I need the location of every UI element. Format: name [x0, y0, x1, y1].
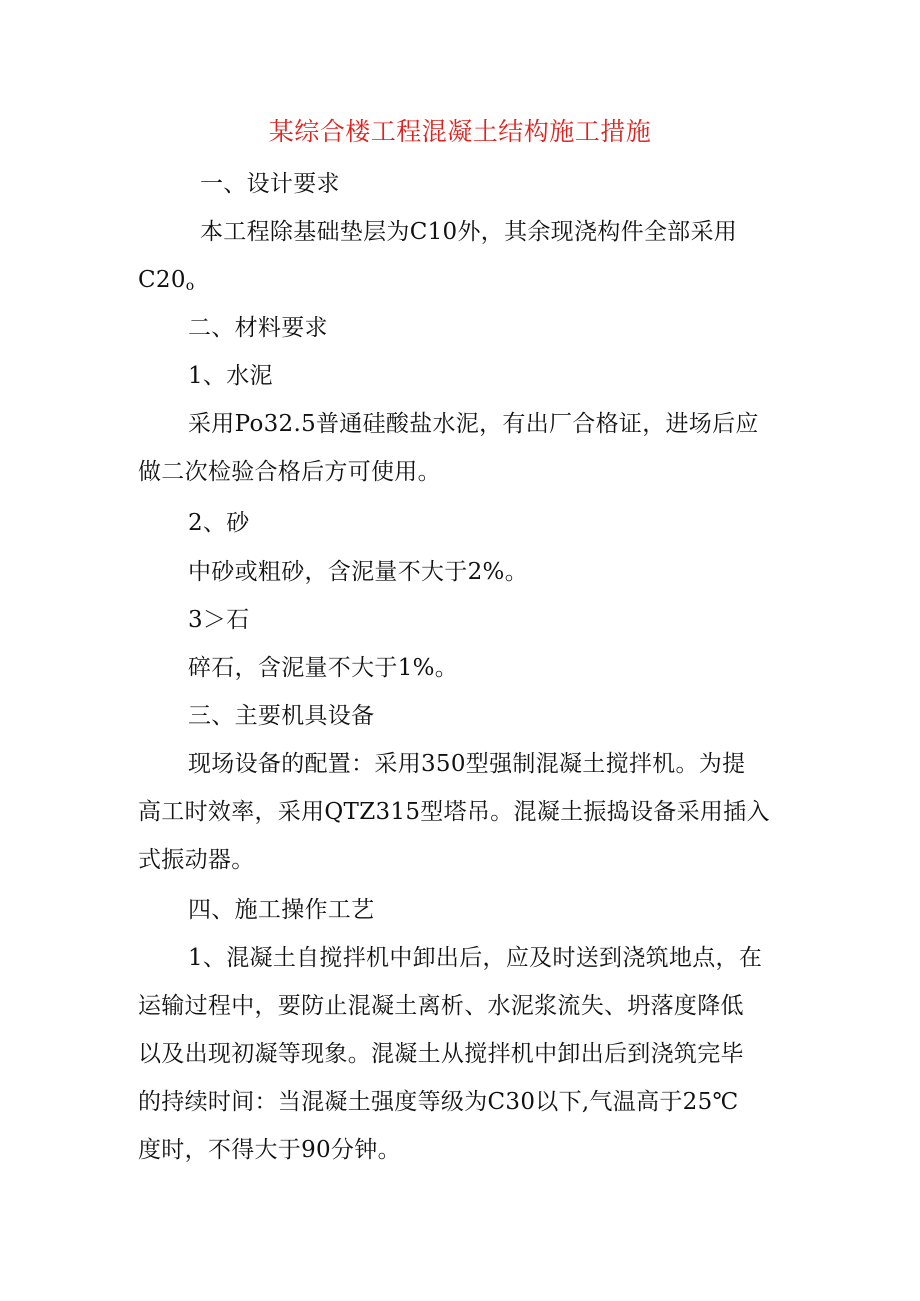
paragraph-line: 做二次检验合格后方可使用。: [138, 459, 441, 485]
section-heading-materials: 二、材料要求: [188, 315, 328, 341]
paragraph-line: 以及出现初凝等现象。混凝土从搅拌机中卸出后到浇筑完毕: [138, 1041, 744, 1067]
c20-text: C20: [138, 267, 186, 293]
section-heading-process: 四、施工操作工艺: [188, 897, 375, 923]
subheading-stone: 3＞石: [188, 607, 250, 633]
section-heading-design: 一、设计要求: [200, 171, 340, 197]
paragraph-line: 运输过程中，要防止混凝土离析、水泥浆流失、坍落度降低: [138, 993, 744, 1019]
paragraph-line: 碎石，含泥量不大于1%。: [188, 655, 459, 681]
c20-subscript-mark: o: [185, 278, 195, 294]
paragraph-line: 1、混凝土自搅拌机中卸出后，应及时送到浇筑地点，在: [188, 945, 763, 971]
paragraph-line: 中砂或粗砂，含泥量不大于2%。: [188, 559, 528, 585]
document-title: 某综合楼工程混凝土结构施工措施: [268, 117, 652, 146]
paragraph-line: 本工程除基础垫层为C10外，其余现浇构件全部采用: [200, 219, 738, 245]
paragraph-line: 高工时效率，采用QTZ315型塔吊。混凝土振捣设备采用插入: [138, 799, 770, 825]
paragraph-line: 现场设备的配置：采用350型强制混凝土搅拌机。为提: [188, 751, 746, 777]
paragraph-line: 度时，不得大于90分钟。: [138, 1137, 401, 1163]
section-heading-equipment: 三、主要机具设备: [188, 703, 375, 729]
subheading-sand: 2、砂: [188, 510, 250, 536]
subheading-cement: 1、水泥: [188, 363, 273, 389]
paragraph-line: 采用Po32.5普通硅酸盐水泥，有出厂合格证，进场后应: [188, 411, 759, 437]
paragraph-line: 式振动器。: [138, 847, 255, 873]
paragraph-line: 的持续时间：当混凝土强度等级为C30以下,气温高于25℃: [138, 1089, 739, 1115]
paragraph-line-c20: [138, 260, 788, 306]
